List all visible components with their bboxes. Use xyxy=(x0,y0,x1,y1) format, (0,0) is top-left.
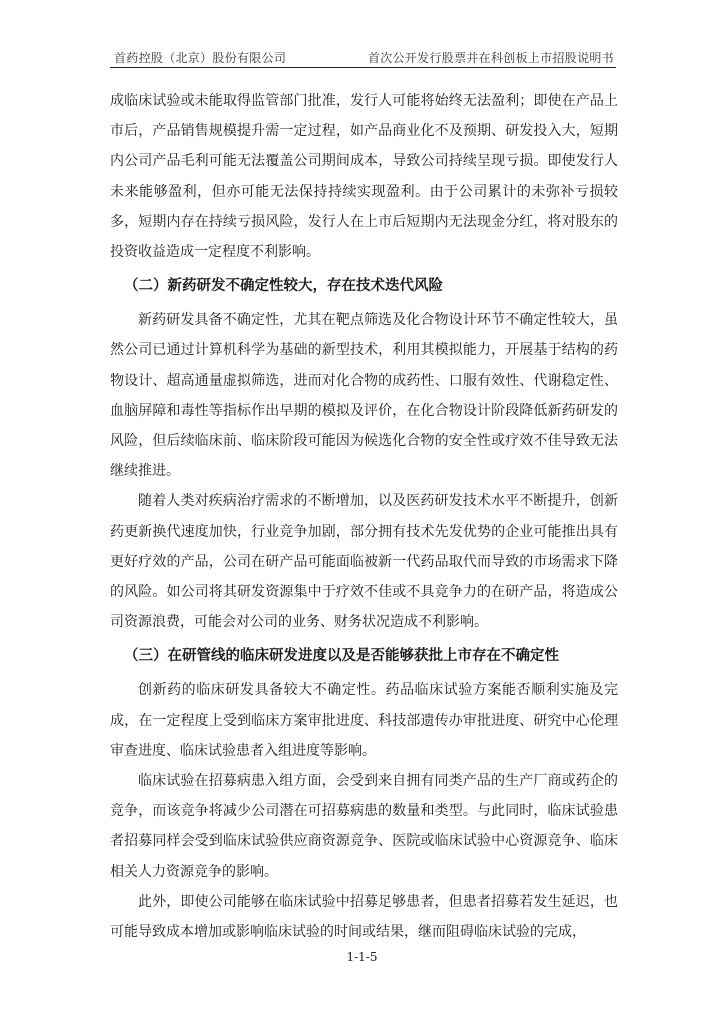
section-heading-clinical-progress: （三）在研管线的临床研发进度以及是否能够获批上市存在不确定性 xyxy=(124,648,559,665)
page-header xyxy=(110,47,616,68)
paragraph-recruitment-delay: 此外，即使公司能够在临床试验中招募足够患者，但患者招募若发生延迟，也可能导致成本增加或影响临床试验的时间或结果，继而阻碍临床试验的完成， xyxy=(110,893,618,941)
paragraph-patient-recruitment: 临床试验在招募病患入组方面，会受到来自拥有同类产品的生产厂商或药企的竞争，而该竞争将减少公司潜在可招募病患的数量和类型。与此同时，临床试验患者招募同样会受到临床试验供应商资源竞争、医院或临床试验中心资源竞争、临床相关人力资源竞争的影响。 xyxy=(110,773,618,880)
paragraph-loss-risk: 成临床试验或未能取得监管部门批准，发行人可能将始终无法盈利；即使在产品上市后，产品销售规模提升需一定过程，如产品商业化不及预期、研发投入大，短期内公司产品毛利可能无法覆盖公司期间成本，导致公司持续呈现亏损。即使发行人未来能够盈利，但亦可能无法保持持续实现盈利。由于公司累计的未弥补亏损较多，短期内存在持续亏损风险，发行人在上市后短期内无法现金分红，将对股东的投资收益造成一定程度不利影响。 xyxy=(110,93,618,261)
paragraph-rd-uncertainty: 新药研发具备不确定性，尤其在靶点筛选及化合物设计环节不确定性较大，虽然公司已通过计算机科学为基础的新型技术，利用其模拟能力，开展基于结构的药物设计、超高通量虚拟筛选，进而对化合物的成药性、口服有效性、代谢稳定性、血脑屏障和毒性等指标作出早期的模拟及评价，在化合物设计阶段降低新药研发的风险，但后续临床前、临床阶段可能因为候选化合物的安全性或疗效不佳导致无法继续推进。 xyxy=(110,312,618,480)
document-body xyxy=(110,86,618,947)
page-number: 1-1-5 xyxy=(346,950,378,964)
paragraph-technology-iteration: 随着人类对疾病治疗需求的不断增加，以及医药研发技术水平不断提升，创新药更新换代速度加快，行业竞争加剧，部分拥有技术先发优势的企业可能推出具有更好疗效的产品，公司在研产品可能面临被新一代药品取代而导致的市场需求下降的风险。如公司将其研发资源集中于疗效不佳或不具竞争力的在研产品，将造成公司资源浪费，可能会对公司的业务、财务状况造成不利影响。 xyxy=(110,493,618,631)
header-company-name: 首药控股（北京）股份有限公司 xyxy=(114,51,287,65)
header-document-title: 首次公开发行股票并在科创板上市招股说明书 xyxy=(367,51,614,65)
paragraph-clinical-uncertainty: 创新药的临床研发具备较大不确定性。药品临床试验方案能否顺利实施及完成，在一定程度上受到临床方案审批进度、科技部遗传办审批进度、研究中心伦理审查进度、临床试验患者入组进度等影响。 xyxy=(110,682,618,759)
section-heading-rd-uncertainty: （二）新药研发不确定性较大，存在技术迭代风险 xyxy=(124,278,443,295)
